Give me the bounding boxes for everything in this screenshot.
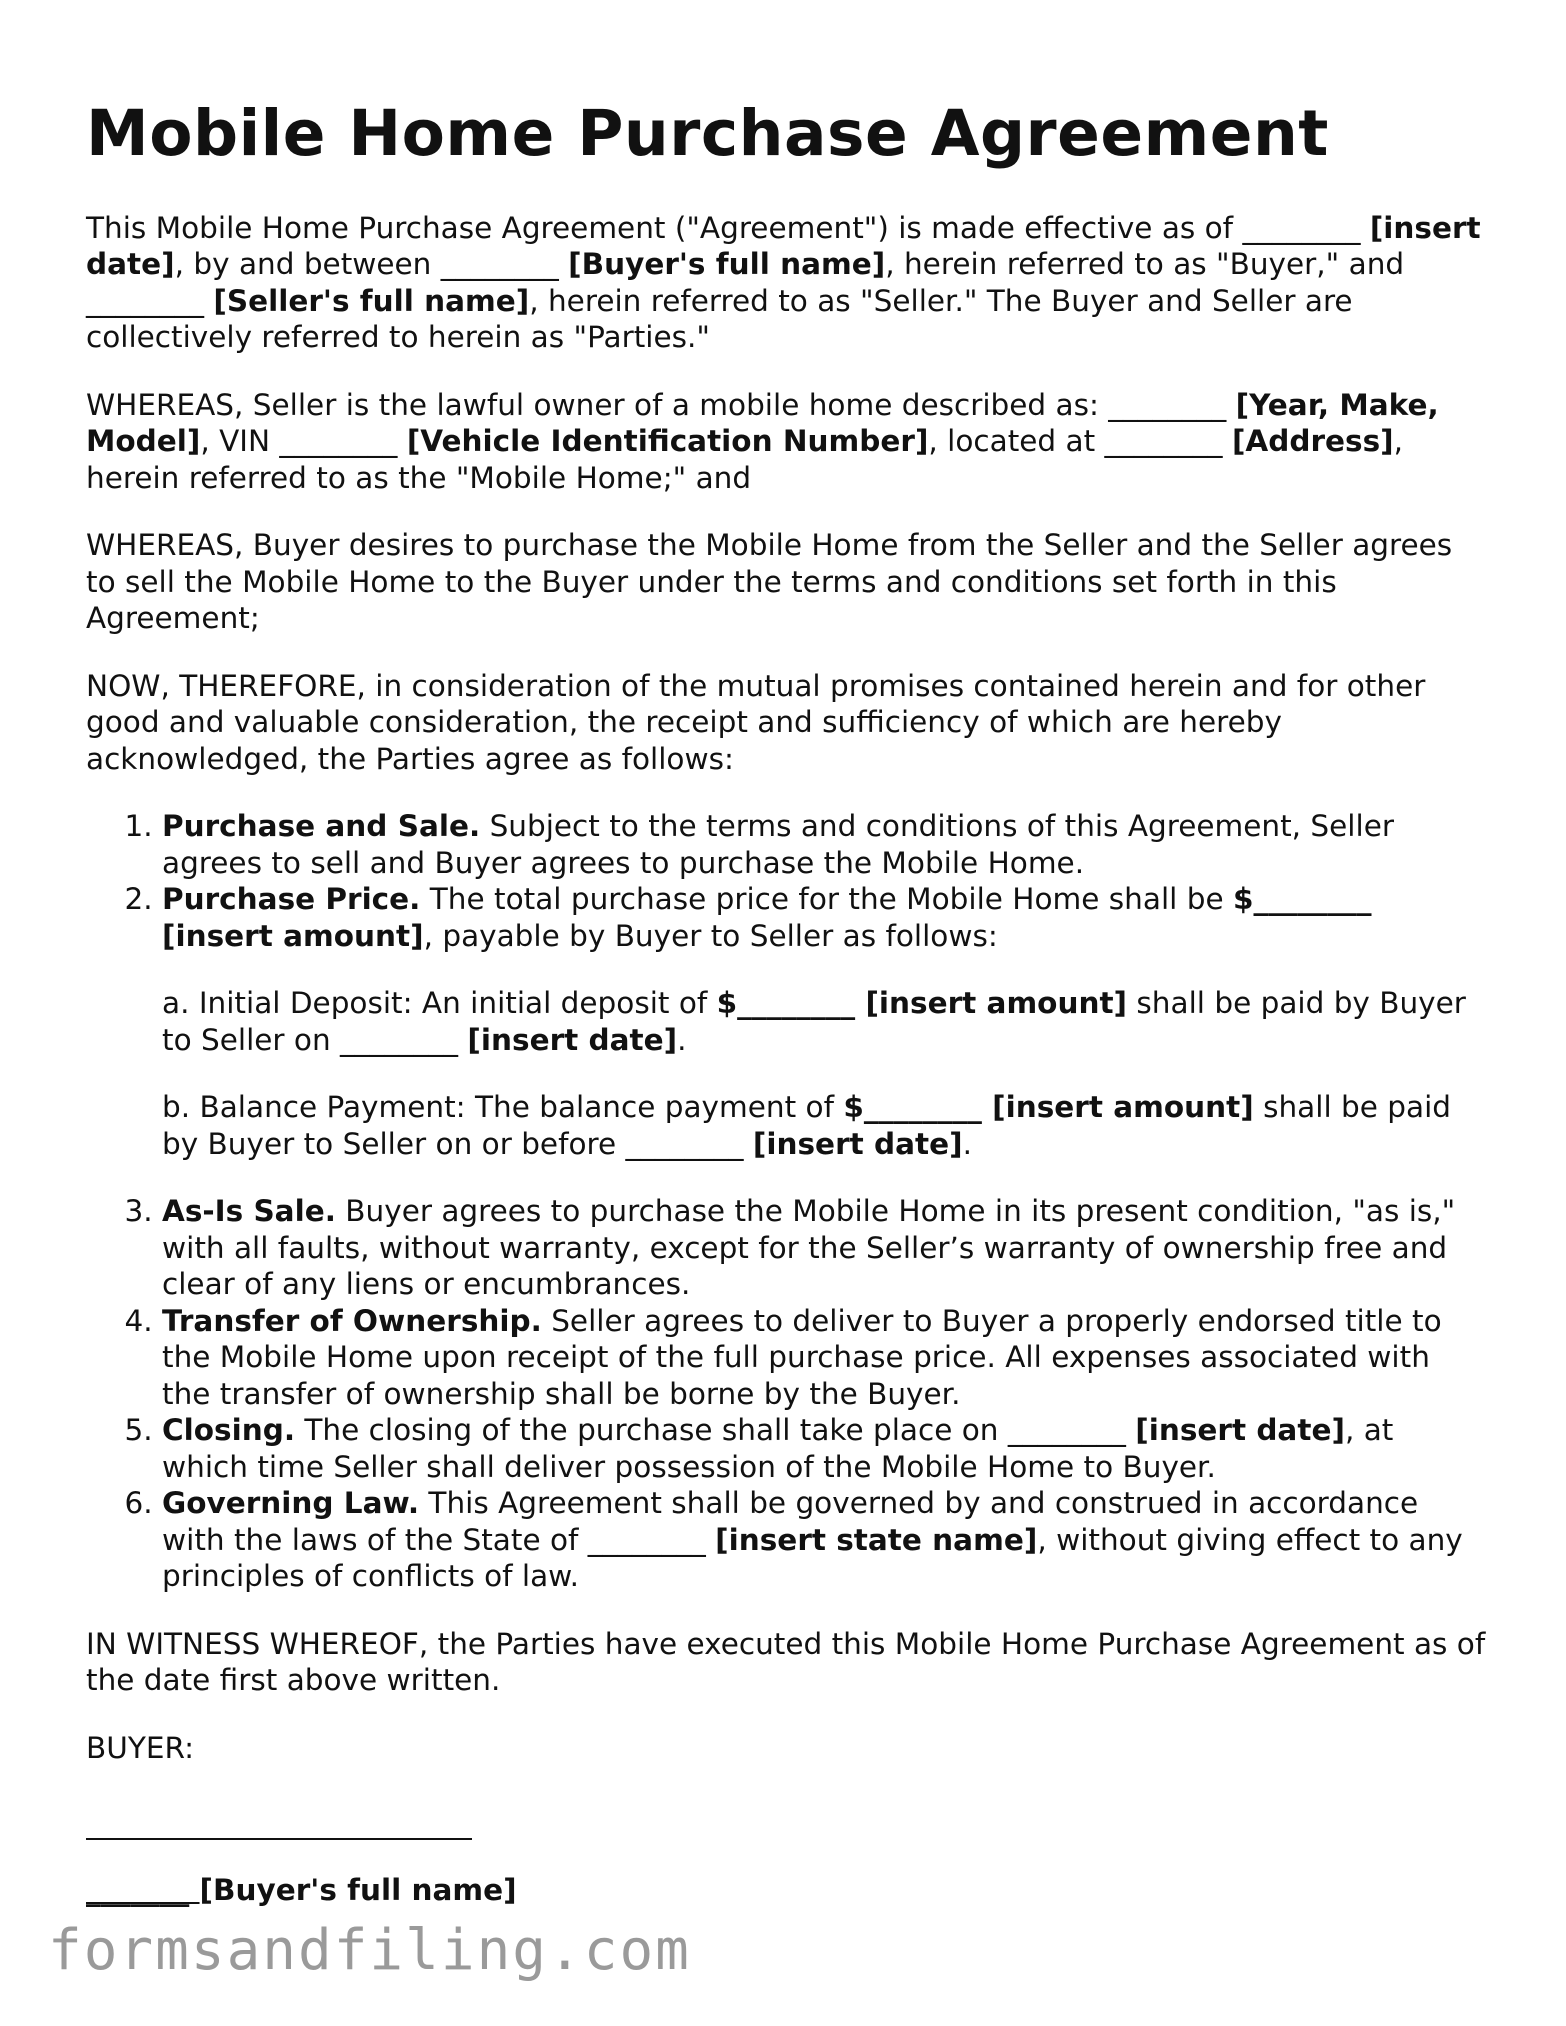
list-item <box>162 1303 1486 1413</box>
item-text: Subject to the terms and conditions of this Agreement, Seller agrees to sell and Buyer agrees to purchase the Mobile Home. <box>162 809 1394 880</box>
buyer-signature-placeholder: [Buyer's full name] <box>199 1873 517 1908</box>
document-page <box>86 96 1486 1940</box>
terms-list <box>86 808 1486 1595</box>
seller-name-placeholder: [Seller's full name] <box>213 283 530 318</box>
item-heading: As-Is Sale. <box>162 1194 336 1229</box>
closing-date-placeholder: [insert date] <box>1135 1413 1345 1448</box>
clause-text: . <box>677 1022 687 1057</box>
vin-placeholder: [Vehicle Identification Number] <box>406 424 929 459</box>
deposit-amount-placeholder: $________ [insert amount] <box>716 986 1128 1021</box>
list-item <box>162 1485 1486 1595</box>
item-heading: Purchase Price. <box>162 882 421 917</box>
document-title: Mobile Home Purchase Agreement <box>86 97 1329 170</box>
list-item <box>162 1193 1486 1303</box>
intro-text-1: This Mobile Home Purchase Agreement ("Agreement") is made effective as of ________ <box>86 210 1370 245</box>
item-heading: Transfer of Ownership. <box>162 1303 542 1338</box>
intro-text-4: , herein referred to as "Seller." The Buyer and Seller are collectively referred to herein as "Parties." <box>86 283 1353 355</box>
whereas1-text-2: , VIN ________ <box>200 424 407 459</box>
whereas1-text-3: , located at ________ <box>928 424 1232 459</box>
intro-paragraph <box>86 210 1486 356</box>
clause-text: shall be paid by Buyer to Seller on ________ <box>162 986 1466 1057</box>
item-text: Seller agrees to deliver to Buyer a properly endorsed title to the Mobile Home upon receipt of the full purchase price. All expenses associated with the transfer of ownership shall be borne by the Buyer. <box>162 1303 1442 1411</box>
item-heading: Closing. <box>162 1413 296 1448</box>
whereas-ownership-paragraph <box>86 387 1486 497</box>
watermark: formsandfiling.com <box>48 1918 691 1983</box>
address-placeholder: [Address] <box>1231 424 1394 459</box>
year-make-model-placeholder: [Year, Make, Model] <box>86 387 1439 459</box>
item-text: , payable by Buyer to Seller as follows: <box>423 918 998 953</box>
item-heading: Governing Law. <box>162 1486 420 1521</box>
list-item <box>162 808 1486 881</box>
state-name-placeholder: [insert state name] <box>715 1522 1038 1557</box>
deposit-date-placeholder: [insert date] <box>467 1022 678 1057</box>
clause-text: . <box>962 1126 972 1161</box>
list-item <box>162 1412 1486 1485</box>
balance-amount-placeholder: $________ [insert amount] <box>843 1090 1254 1125</box>
buyer-signature-name <box>86 1872 1486 1909</box>
balance-date-placeholder: [insert date] <box>752 1126 963 1161</box>
item-text: Buyer agrees to purchase the Mobile Home in its present condition, "as is," with all faults, without warranty, except for the Seller’s warranty of ownership free and clear of any liens or encumbrances. <box>162 1194 1456 1302</box>
clause-text: shall be paid by Buyer to Seller on or before ________ <box>162 1090 1452 1161</box>
now-therefore-paragraph: NOW, THEREFORE, in consideration of the mutual promises contained herein and for other good and valuable consideration, the receipt and sufficiency of which are hereby acknowledged, the Parties agree as follows: <box>86 668 1426 776</box>
balance-payment-clause <box>162 1089 1486 1162</box>
initial-deposit-clause <box>162 985 1486 1058</box>
intro-text-2: , by and between ________ <box>174 247 569 282</box>
buyer-signature-blank: _______ <box>86 1873 200 1908</box>
item-text: This Agreement shall be governed by and construed in accordance with the laws of the State of ________ <box>162 1486 1419 1557</box>
clause-text: a. Initial Deposit: An initial deposit of <box>162 986 717 1021</box>
buyer-signature-line[interactable] <box>86 1810 472 1840</box>
effective-date-placeholder: [insert date] <box>86 210 1481 282</box>
item-heading: Purchase and Sale. <box>162 809 481 844</box>
item-text: , at which time Seller shall deliver possession of the Mobile Home to Buyer. <box>162 1413 1394 1484</box>
item-text: The total purchase price for the Mobile Home shall be <box>420 882 1233 917</box>
clause-text: b. Balance Payment: The balance payment of <box>162 1090 844 1125</box>
list-item <box>162 881 1486 1162</box>
purchase-price-placeholder: $________ [insert amount] <box>162 882 1372 953</box>
witness-paragraph: IN WITNESS WHEREOF, the Parties have executed this Mobile Home Purchase Agreement as of the date first above written. <box>86 1626 1486 1698</box>
whereas1-text-1: WHEREAS, Seller is the lawful owner of a mobile home described as: ________ <box>86 387 1236 422</box>
buyer-label: BUYER: <box>86 1730 195 1765</box>
whereas-purchase-paragraph: WHEREAS, Buyer desires to purchase the Mobile Home from the Seller and the Seller agrees to sell the Mobile Home to the Buyer under the terms and conditions set forth in this Agreement; <box>86 528 1453 636</box>
intro-text-3: , herein referred to as "Buyer," and ________ <box>86 247 1405 318</box>
whereas1-text-4: , herein referred to as the "Mobile Home;" and <box>86 424 1404 495</box>
buyer-name-placeholder: [Buyer's full name] <box>568 247 886 282</box>
item-text: The closing of the purchase shall take place on ________ <box>295 1413 1136 1448</box>
item-text: , without giving effect to any principles of conflicts of law. <box>162 1522 1463 1594</box>
